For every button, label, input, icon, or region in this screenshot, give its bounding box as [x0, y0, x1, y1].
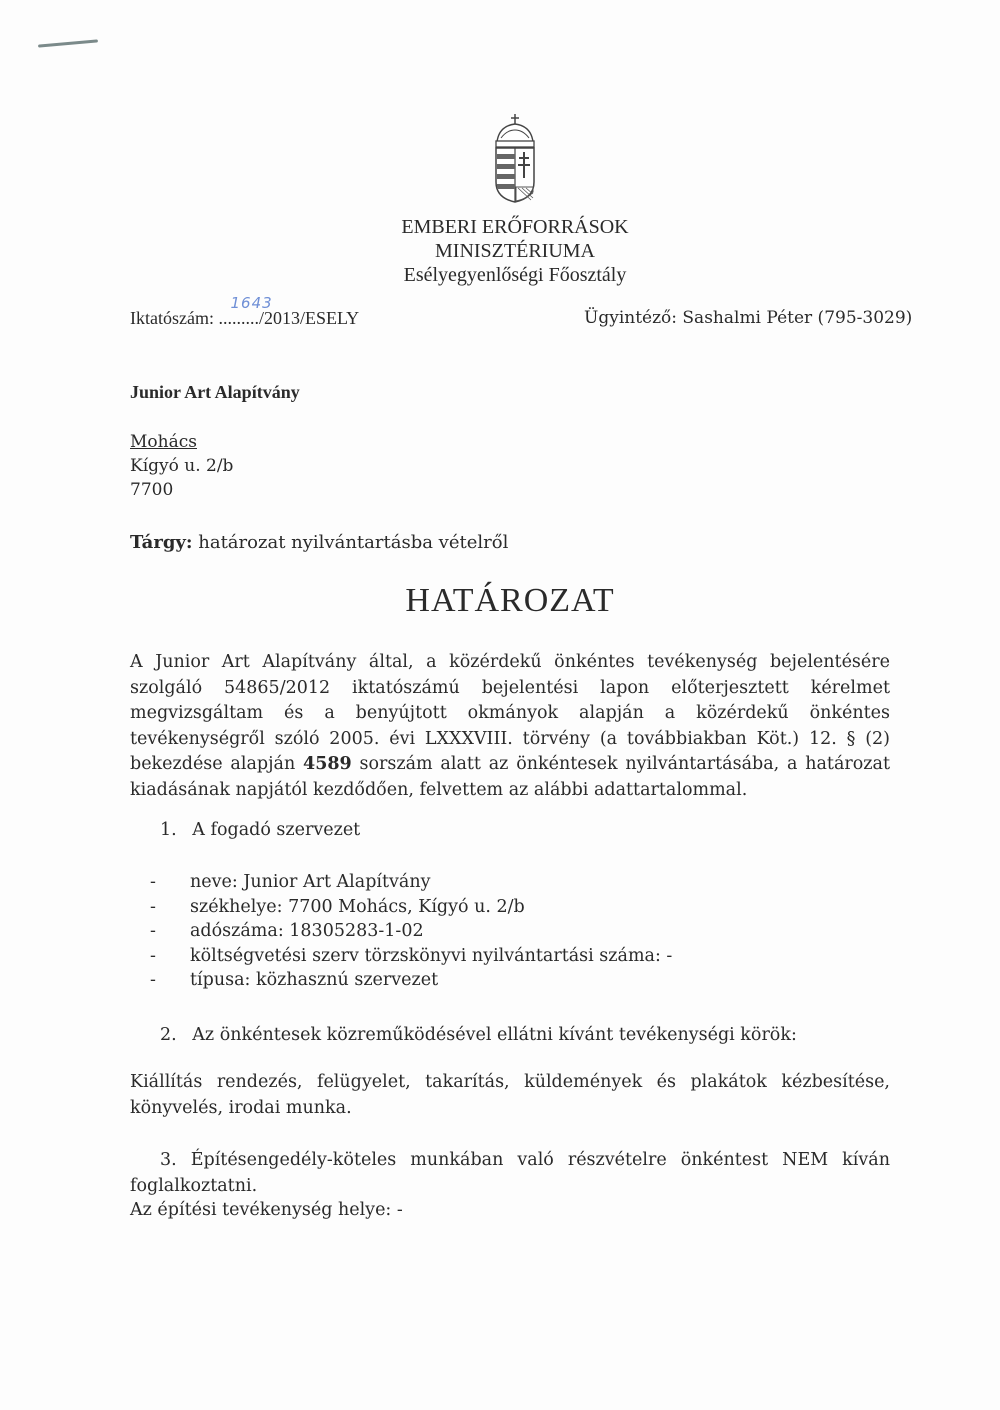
registration-number: 4589: [303, 754, 352, 774]
list-item: - adószáma: 18305283-1-02: [150, 921, 424, 941]
handwritten-number: 1643: [230, 294, 273, 312]
recipient-city: Mohács: [130, 432, 197, 452]
pen-mark: [38, 39, 98, 47]
list-item: - neve: Junior Art Alapítvány: [150, 872, 431, 892]
section-3-paragraph: 3. Építésengedély-köteles munkában való részvételre önkéntest NEM kíván foglalkoztatni.: [130, 1150, 890, 1196]
subject-line: [130, 532, 508, 553]
construction-location: Az építési tevékenység helye: -: [130, 1200, 403, 1220]
reference-label: Iktatószám:: [130, 308, 214, 328]
list-item: - költségvetési szerv törzskönyvi nyilvántartási száma: -: [150, 945, 673, 966]
ministry-header: [330, 215, 700, 287]
ministry-name-line2: MINISZTÉRIUMA: [435, 240, 595, 262]
reference-dots: 1643 .........: [218, 294, 273, 328]
recipient-postcode: 7700: [130, 480, 174, 500]
recipient-street: Kígyó u. 2/b: [130, 456, 234, 476]
activities-paragraph: Kiállítás rendezés, felügyelet, takarítás, küldemények és plakátok kézbesítése, könyvelés, irodai munka.: [130, 1072, 890, 1118]
subject-text: határozat nyilvántartásba vételről: [198, 532, 509, 553]
subject-label: Tárgy:: [130, 532, 193, 553]
department-name: Esélyegyenlőségi Főosztály: [403, 264, 627, 286]
reference-number: [130, 294, 360, 329]
document-title: HATÁROZAT: [405, 582, 615, 619]
list-item: - székhelye: 7700 Mohács, Kígyó u. 2/b: [150, 896, 525, 917]
case-officer: Ügyintéző: Sashalmi Péter (795-3029): [584, 308, 913, 328]
coat-of-arms-icon: [485, 112, 545, 204]
section-1-heading: 1. A fogadó szervezet: [160, 820, 361, 840]
section-2-heading: 2. Az önkéntesek közreműködésével ellátni kívánt tevékenységi körök:: [160, 1025, 797, 1045]
recipient-address: [130, 430, 233, 502]
list-item: - típusa: közhasznú szervezet: [150, 970, 439, 990]
intro-paragraph: A Junior Art Alapítvány által, a közérdekű önkéntes tevékenység bejelentésére szolgáló 54865/2012 iktatószámú bejelentési lapon előterjesztett kérelmet megvizsgáltam és a benyújtott okmányok alapján a közérdekű önkéntes tevékenységről szóló 2005. évi LXXXVIII. törvény (a továbbiakban Köt.) 12. § (2) bekezdése alapján 4589 sorszám alatt az önkéntesek nyilvántartásába, a határozat kiadásának napjától kezdődően, felvettem az alábbi adattartalommal.: [130, 652, 890, 800]
recipient-name: Junior Art Alapítvány: [130, 382, 300, 402]
reference-suffix: /2013/ESELY: [258, 308, 360, 328]
organization-details-list: [150, 870, 672, 993]
ministry-name-line1: EMBERI ERŐFORRÁSOK: [401, 216, 629, 238]
